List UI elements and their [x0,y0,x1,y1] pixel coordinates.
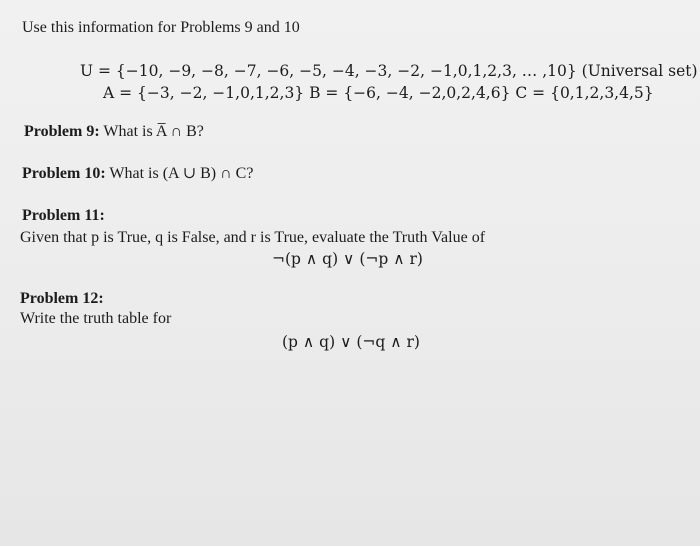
problem-9-label: Problem 9: [24,123,100,140]
problem-12-label: Problem 12: [20,290,104,307]
problem-10-text: What is (A ∪ B) ∩ C? [105,165,254,182]
problem-10-label: Problem 10: [22,165,106,182]
problem-11-text: Given that p is True, q is False, and r is True, evaluate the Truth Value of [20,229,486,246]
problem-10 [22,164,253,184]
problem-9 [24,122,204,142]
intro-text: Use this information for Problems 9 and 10 [22,19,300,36]
problem-12-expression: (p ∧ q) ∨ (¬q ∧ r) [282,333,420,351]
problem-9-text: What is A̅ ∩ B? [99,123,204,140]
universal-set: U = {−10, −9, −8, −7, −6, −5, −4, −3, −2, −1,0,1,2,3, … ,10} (Universal set) [80,62,698,80]
problem-12-text: Write the truth table for [20,310,172,327]
problem-11-expression: ¬(p ∧ q) ∨ (¬p ∧ r) [272,250,423,268]
problem-11-label: Problem 11: [22,207,105,224]
sets-abc: A = {−3, −2, −1,0,1,2,3} B = {−6, −4, −2,0,2,4,6} C = {0,1,2,3,4,5} [103,84,654,102]
